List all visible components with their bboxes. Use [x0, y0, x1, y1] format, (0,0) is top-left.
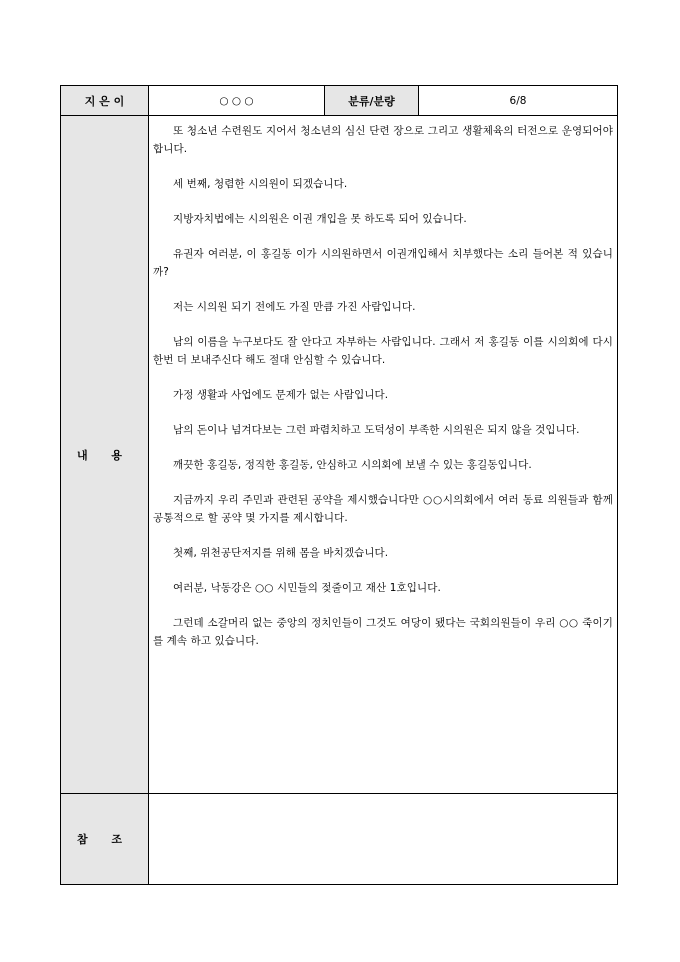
- author-label: 지 은 이: [61, 86, 149, 116]
- reference-label-text: 참 조: [76, 833, 133, 846]
- category-label: 분류/분량: [325, 86, 419, 116]
- reference-label: [61, 794, 149, 885]
- content-body: [149, 116, 618, 794]
- paragraph: 지금까지 우리 주민과 관련된 공약을 제시했습니다만 ○○시의회에서 여러 동료 의원들과 함께 공통적으로 할 공약 몇 가지를 제시합니다.: [153, 494, 613, 524]
- header-row: [61, 86, 618, 116]
- reference-body: [149, 794, 618, 885]
- paragraph: 또 청소년 수련원도 지어서 청소년의 심신 단련 장으로 그리고 생활체육의 터전으로 운영되어야 합니다.: [153, 125, 613, 155]
- paragraph: 남의 돈이나 넘겨다보는 그런 파렴치하고 도덕성이 부족한 시의원은 되지 않을 것입니다.: [173, 424, 580, 436]
- speech-form-table: [60, 85, 618, 885]
- paragraph: 세 번째, 청렴한 시의원이 되겠습니다.: [173, 178, 348, 190]
- category-value: 6/8: [419, 86, 618, 116]
- document-sheet: [60, 85, 617, 880]
- paragraph: 가정 생활과 사업에도 문제가 없는 사람입니다.: [173, 389, 389, 401]
- paragraph: 그런데 소갈머리 없는 중앙의 정치인들이 그것도 여당이 됐다는 국회의원들이 우리 ○○ 죽이기를 계속 하고 있습니다.: [153, 617, 613, 647]
- paragraph: 남의 이름을 누구보다도 잘 안다고 자부하는 사람입니다. 그래서 저 홍길동 이를 시의회에 다시 한번 더 보내주신다 해도 절대 안심할 수 있습니다.: [153, 336, 613, 366]
- paragraph: 첫째, 위천공단저지를 위해 몸을 바치겠습니다.: [173, 547, 389, 559]
- content-label-text: 내 용: [76, 448, 133, 462]
- paragraph: 여러분, 낙동강은 ○○ 시민들의 젖줄이고 재산 1호입니다.: [173, 582, 441, 594]
- content-label: [61, 116, 149, 794]
- reference-row: [61, 794, 618, 885]
- content-row: [61, 116, 618, 794]
- author-value: ○ ○ ○: [149, 86, 325, 116]
- paragraph: 깨끗한 홍길동, 정직한 홍길동, 안심하고 시의회에 보낼 수 있는 홍길동입니다.: [173, 459, 532, 471]
- paragraph: 저는 시의원 되기 전에도 가질 만큼 가진 사람입니다.: [173, 301, 416, 313]
- paragraph: 유권자 여러분, 이 홍길동 이가 시의원하면서 이권개입해서 치부했다는 소리 들어본 적 있습니까?: [153, 248, 613, 278]
- paragraph: 지방자치법에는 시의원은 이권 개입을 못 하도록 되어 있습니다.: [173, 213, 467, 225]
